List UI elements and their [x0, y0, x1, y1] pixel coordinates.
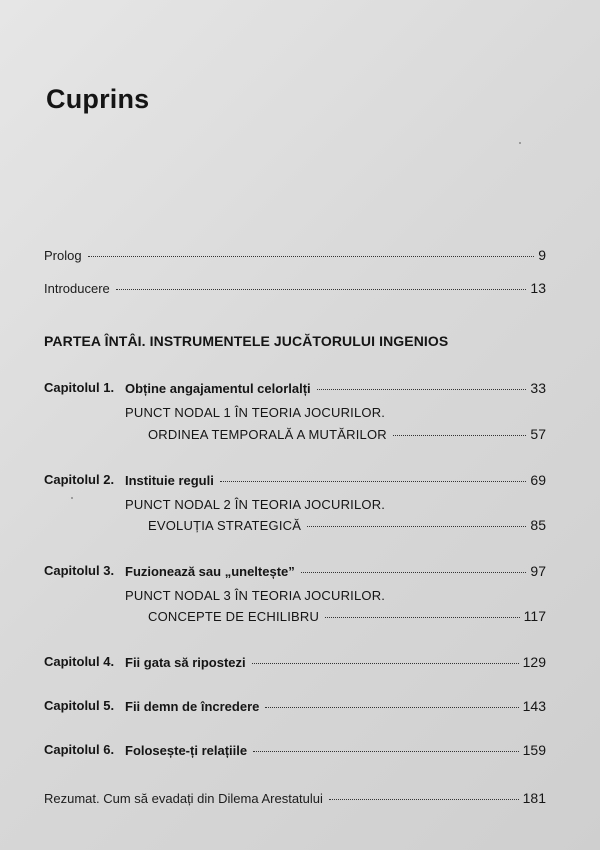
toc-entry-chapter-3[interactable]: [125, 563, 546, 579]
toc-entry-label: Introducere: [44, 281, 110, 296]
dot-leader: [317, 389, 527, 390]
toc-entry-nodal-2[interactable]: [148, 517, 546, 533]
dot-leader: [252, 663, 519, 664]
toc-entry-chapter-2[interactable]: [125, 472, 546, 488]
part-heading: PARTEA ÎNTÂI. INSTRUMENTELE JUCĂTORULUI INGENIOS: [44, 333, 449, 349]
dot-leader: [393, 435, 527, 436]
toc-page-number: 33: [530, 380, 546, 396]
dot-leader: [301, 572, 527, 573]
toc-page-number: 159: [522, 742, 546, 758]
chapter-title: Fii gata să ripostezi: [125, 655, 246, 670]
toc-entry-label: Prolog: [44, 248, 82, 263]
page-title: Cuprins: [46, 84, 150, 114]
toc-entry-introducere[interactable]: [44, 280, 546, 296]
chapter-label: Capitolul 2.: [44, 472, 115, 487]
nodal-point-3-line1: PUNCT NODAL 3 ÎN TEORIA JOCURILOR.: [125, 588, 386, 603]
chapter-title: Fii demn de încredere: [125, 699, 260, 714]
toc-page-number: 129: [522, 654, 546, 670]
toc-page-number: 117: [523, 608, 546, 624]
chapter-label: Capitolul 1.: [44, 380, 115, 395]
toc-page-number: 13: [530, 280, 546, 296]
print-speck: [519, 142, 521, 144]
chapter-title: Instituie reguli: [125, 473, 214, 488]
print-speck: [71, 497, 73, 499]
toc-entry-chapter-6[interactable]: [125, 742, 546, 758]
toc-page-number: 9: [538, 247, 546, 263]
toc-entry-chapter-1[interactable]: [125, 380, 546, 396]
toc-page-number: 85: [530, 517, 546, 533]
toc-page-number: 143: [522, 698, 546, 714]
toc-page-number: 97: [530, 563, 546, 579]
chapter-title: Folosește-ți relațiile: [125, 743, 248, 758]
chapter-label: Capitolul 5.: [44, 698, 115, 713]
nodal-point-2-line1: PUNCT NODAL 2 ÎN TEORIA JOCURILOR.: [125, 497, 386, 512]
dot-leader: [325, 617, 520, 618]
nodal-point-1-line1: PUNCT NODAL 1 ÎN TEORIA JOCURILOR.: [125, 405, 386, 420]
toc-entry-summary[interactable]: [44, 790, 546, 806]
toc-entry-chapter-5[interactable]: [125, 698, 546, 714]
chapter-title: Fuzionează sau „uneltește”: [125, 564, 295, 579]
dot-leader: [88, 256, 535, 257]
chapter-label: Capitolul 6.: [44, 742, 115, 757]
toc-page-number: 69: [530, 472, 546, 488]
toc-entry-nodal-1[interactable]: [148, 426, 546, 442]
toc-entry-nodal-3[interactable]: [148, 608, 546, 624]
toc-page-number: 57: [530, 426, 546, 442]
dot-leader: [265, 707, 518, 708]
dot-leader: [116, 289, 527, 290]
dot-leader: [307, 526, 526, 527]
dot-leader: [253, 751, 519, 752]
toc-page-number: 181: [522, 790, 546, 806]
dot-leader: [220, 481, 527, 482]
toc-entry-label: Rezumat. Cum să evadați din Dilema Arestatului: [44, 791, 323, 806]
nodal-point-title: ORDINEA TEMPORALĂ A MUTĂRILOR: [148, 427, 387, 442]
chapter-label: Capitolul 3.: [44, 563, 115, 578]
chapter-title: Obține angajamentul celorlalți: [125, 381, 311, 396]
nodal-point-title: CONCEPTE DE ECHILIBRU: [148, 609, 320, 624]
toc-entry-prolog[interactable]: [44, 247, 546, 263]
nodal-point-title: EVOLUȚIA STRATEGICĂ: [148, 518, 302, 533]
toc-entry-chapter-4[interactable]: [125, 654, 546, 670]
dot-leader: [329, 799, 519, 800]
chapter-label: Capitolul 4.: [44, 654, 115, 669]
